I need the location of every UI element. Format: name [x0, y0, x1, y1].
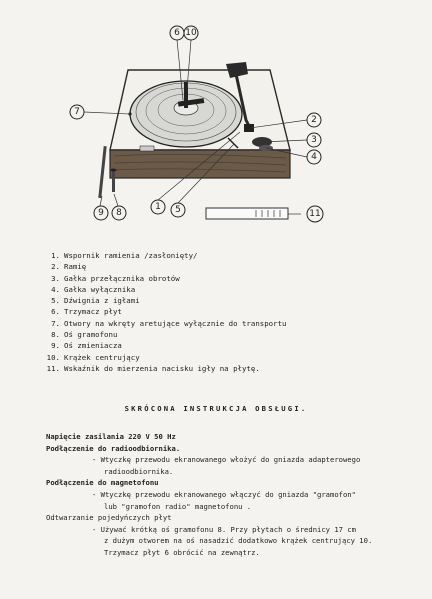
callout-5: 5 [175, 205, 181, 215]
parts-legend [46, 250, 406, 374]
front-badge [140, 146, 154, 151]
instructions-heading: SKRÓCONA INSTRUKCJA OBSŁUGI. [124, 404, 308, 413]
callout-10: 10 [185, 28, 197, 38]
callout-11: 11 [309, 209, 321, 219]
legend-item: 7. Otwory na wkręty aretujące wyłącznie do transportu [51, 318, 287, 328]
instr-line: radioodbiornika. [104, 466, 174, 476]
instr-line: Podłączenie do magnetofonu [46, 478, 159, 488]
callout-7: 7 [74, 107, 80, 117]
legend-item: 4. Gałka wyłącznika [51, 284, 136, 294]
legend-item: 11. Wskaźnik do mierzenia nacisku igły na płytę. [46, 363, 260, 373]
instr-line: - Wtyczkę przewodu ekranowanego włożyć do gniazda adapterowego [92, 455, 361, 465]
changer-spindle [98, 146, 106, 198]
instr-line: - Wtyczkę przewodu ekranowanego włączyć do gniazda "gramofon" [92, 489, 356, 499]
callout-1: 1 [155, 202, 161, 212]
instr-line: Odtwarzanie pojedyńczych płyt [46, 513, 172, 523]
spindle-cap [111, 169, 117, 172]
legend-item: 1. Wspornik ramienia /zasłonięty/ [51, 251, 198, 260]
instr-line: Trzymacz płyt 6 obrócić na zewnątrz. [104, 547, 260, 557]
turntable-diagram [0, 0, 432, 250]
turntable-spindle [112, 170, 115, 192]
legend-item: 10. Krążek centrujący [46, 352, 140, 362]
callout-4: 4 [311, 152, 317, 162]
callout-3: 3 [311, 135, 317, 145]
instructions-body [46, 431, 406, 559]
callout-9: 9 [98, 208, 104, 218]
instr-line: Podłączenie do radioodbiornika. [46, 443, 181, 453]
legend-item: 8. Oś gramofonu [51, 330, 118, 340]
legend-item: 6. Trzymacz płyt [51, 307, 122, 317]
legend-item: 3. Gałka przełącznika obrotów [51, 273, 180, 283]
legend-item: 9. Oś zmieniacza [51, 341, 122, 351]
instr-line: z dużym otworem na oś nasadzić dodatkowo krążek centrujący 10. [104, 536, 373, 546]
instr-line: - Używać krótką oś gramofonu 8. Przy płytach o średnicy 17 cm [92, 524, 356, 534]
instr-line: lub "gramofon radio" magnetofonu . [104, 501, 252, 511]
instr-line: Napięcie zasilania 220 V 50 Hz [46, 432, 176, 441]
stylus-pressure-gauge [206, 208, 288, 219]
callout-8: 8 [116, 208, 122, 218]
callout-2: 2 [311, 115, 317, 125]
callout-6: 6 [174, 28, 180, 38]
legend-item: 5. Dźwignia z igłami [51, 296, 140, 306]
legend-item: 2. Ramię [51, 262, 87, 272]
